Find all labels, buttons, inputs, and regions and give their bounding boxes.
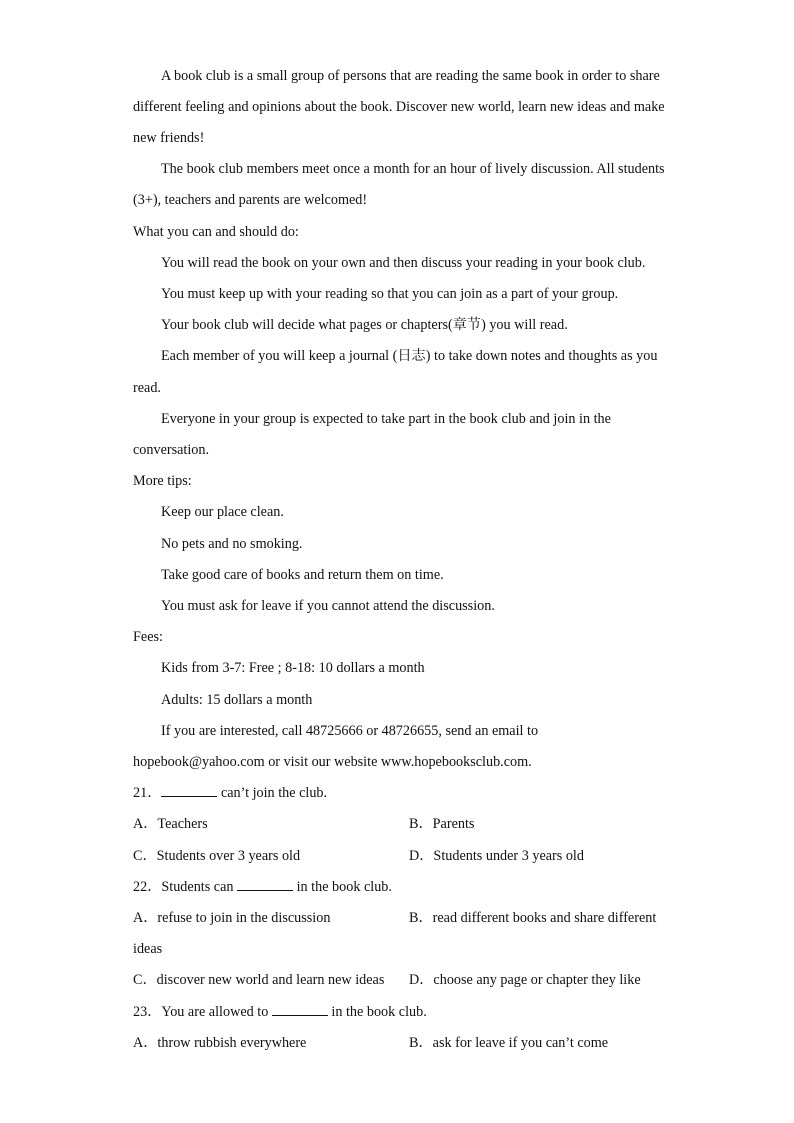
question-22-number: 22．Students can — [133, 879, 238, 895]
question-23-blank — [272, 1003, 328, 1016]
question-21-blank — [161, 784, 217, 797]
question-22-option-b-continued: ideas — [133, 941, 163, 957]
do-item-4-line1: Each member of you will keep a journal (日志) to take down notes and thoughts as you — [161, 348, 658, 364]
do-item-5-line1: Everyone in your group is expected to take part in the book club and join in the — [161, 411, 611, 427]
question-22-blank — [237, 878, 293, 891]
do-item-3: Your book club will decide what pages or chapters(章节) you will read. — [161, 317, 568, 333]
passage-p1-line2: different feeling and opinions about the book. Discover new world, learn new ideas and make — [133, 99, 665, 115]
tip-item-1: Keep our place clean. — [161, 504, 284, 520]
question-21-option-d: D．Students under 3 years old — [409, 848, 584, 864]
do-item-5-line2: conversation. — [133, 442, 210, 458]
question-21-option-a: A．Teachers — [133, 816, 208, 832]
contact-line1: If you are interested, call 48725666 or 48726655, send an email to — [161, 723, 539, 739]
fee-adults: Adults: 15 dollars a month — [161, 692, 313, 708]
question-22-option-d: D．choose any page or chapter they like — [409, 972, 641, 988]
question-23-option-b: B．ask for leave if you can’t come — [409, 1035, 609, 1051]
question-22-stem-text: in the book club. — [293, 879, 392, 895]
question-22-stem — [133, 877, 392, 897]
question-22-option-b: B．read different books and share different — [409, 910, 657, 926]
tip-item-4: You must ask for leave if you cannot attend the discussion. — [161, 598, 495, 614]
passage-p2-line1: The book club members meet once a month for an hour of lively discussion. All students — [161, 161, 665, 177]
passage-p1-line1: A book club is a small group of persons that are reading the same book in order to share — [161, 68, 660, 84]
fee-kids: Kids from 3-7: Free ; 8-18: 10 dollars a month — [161, 660, 425, 676]
more-tips-heading: More tips: — [133, 473, 192, 489]
do-item-2: You must keep up with your reading so that you can join as a part of your group. — [161, 286, 619, 302]
question-21-number: 21． — [133, 785, 162, 801]
what-you-can-do-heading: What you can and should do: — [133, 224, 299, 240]
question-23-number: 23．You are allowed to — [133, 1004, 272, 1020]
do-item-4-line2: read. — [133, 380, 161, 396]
fees-heading: Fees: — [133, 629, 163, 645]
tip-item-2: No pets and no smoking. — [161, 536, 303, 552]
passage-p1-line3: new friends! — [133, 130, 205, 146]
question-22-option-a: A．refuse to join in the discussion — [133, 910, 331, 926]
question-22-option-c: C．discover new world and learn new ideas — [133, 972, 385, 988]
passage-p2-line2: (3+), teachers and parents are welcomed! — [133, 192, 368, 208]
question-21-stem-text: can’t join the club. — [217, 785, 328, 801]
contact-line2: hopebook@yahoo.com or visit our website www.hopebooksclub.com. — [133, 754, 532, 770]
question-21-option-b: B．Parents — [409, 816, 475, 832]
question-23-stem-text: in the book club. — [327, 1004, 427, 1020]
question-21-option-c: C．Students over 3 years old — [133, 848, 301, 864]
question-23-stem — [133, 1002, 427, 1022]
tip-item-3: Take good care of books and return them on time. — [161, 567, 444, 583]
question-23-option-a: A．throw rubbish everywhere — [133, 1035, 307, 1051]
do-item-1: You will read the book on your own and then discuss your reading in your book club. — [161, 255, 646, 271]
question-21-stem — [133, 783, 327, 803]
